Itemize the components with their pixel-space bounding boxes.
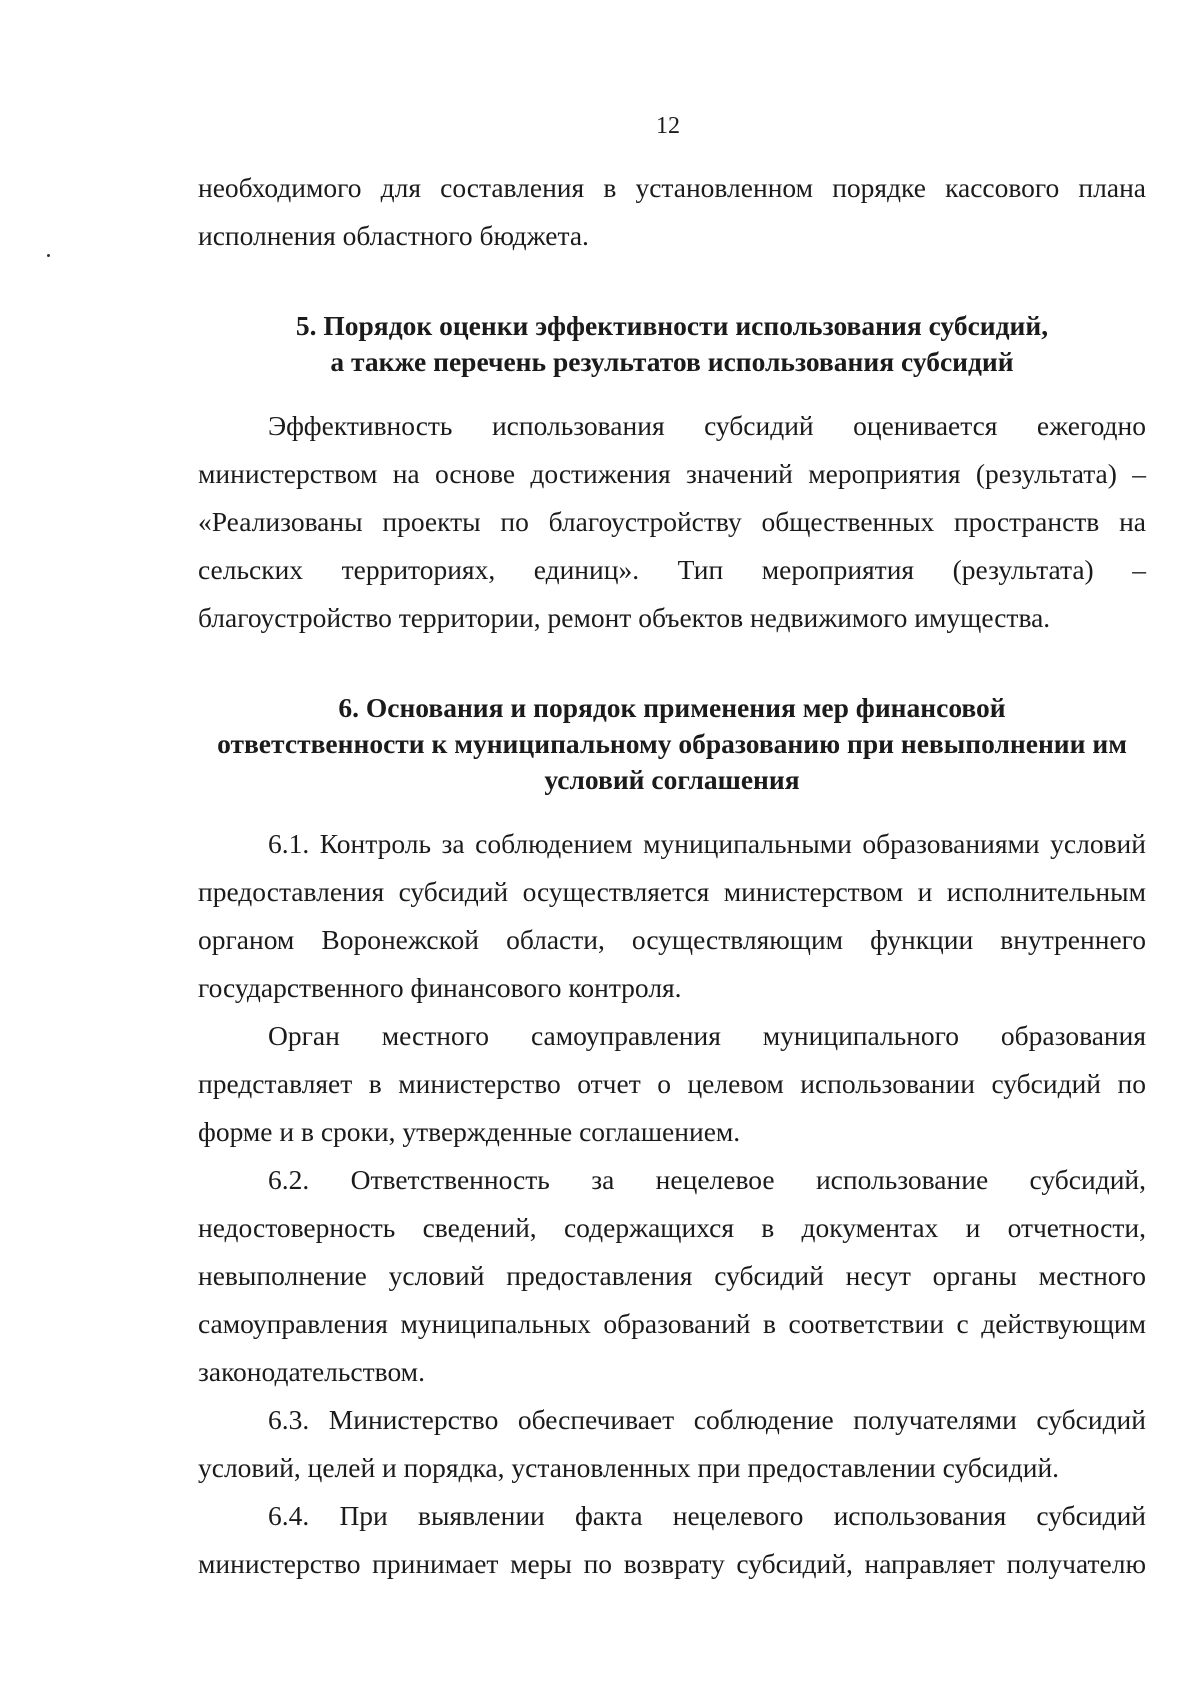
paragraph-6-3: 6.3. Министерство обеспечивает соблюдение получателями субсидий условий, целей и порядка, установленных при предоставлении субсидий. — [198, 1404, 1146, 1483]
paragraph-6-1-report: Орган местного самоуправления муниципального образования представляет в министерство отчет о целевом использовании субсидий по форме и в сроки, утвержденные соглашением. — [198, 1020, 1146, 1147]
section-6-heading-line-1: 6. Основания и порядок применения мер финансовой — [338, 692, 1006, 723]
paragraph-6-1: 6.1. Контроль за соблюдением муниципальными образованиями условий предоставления субсидий осуществляется министерством и исполнительным органом Воронежской области, осуществляющим функции внутреннего государственного финансового контроля. — [198, 828, 1146, 1003]
document-body — [198, 164, 1146, 1588]
intro-paragraph: необходимого для составления в установленном порядке кассового плана исполнения областного бюджета. — [198, 172, 1146, 251]
paragraph-6-2: 6.2. Ответственность за нецелевое использование субсидий, недостоверность сведений, содержащихся в документах и отчетности, невыполнение условий предоставления субсидий несут органы местного самоуправления муниципальных образований в соответствии с действующим законодательством. — [198, 1164, 1146, 1387]
section-6-heading-line-3: условий соглашения — [544, 764, 800, 795]
paragraph-6-4: 6.4. При выявлении факта нецелевого использования субсидий министерство принимает меры по возврату субсидий, направляет получателю — [198, 1500, 1146, 1579]
section-5-heading-line-1: 5. Порядок оценки эффективности использования субсидий, — [295, 310, 1049, 341]
section-5-paragraph: Эффективность использования субсидий оценивается ежегодно министерством на основе достижения значений мероприятия (результата) – «Реализованы проекты по благоустройству общественных пространств на сельских территориях, единиц». Тип мероприятия (результата) – благоустройство территории, ремонт объектов недвижимого имущества. — [198, 410, 1146, 633]
section-6-heading-line-2: ответственности к муниципальному образованию при невыполнении им — [217, 728, 1127, 759]
section-5-heading-line-2: а также перечень результатов использования субсидий — [330, 346, 1014, 377]
scan-speck — [47, 254, 50, 257]
page-number: 12 — [656, 113, 680, 139]
